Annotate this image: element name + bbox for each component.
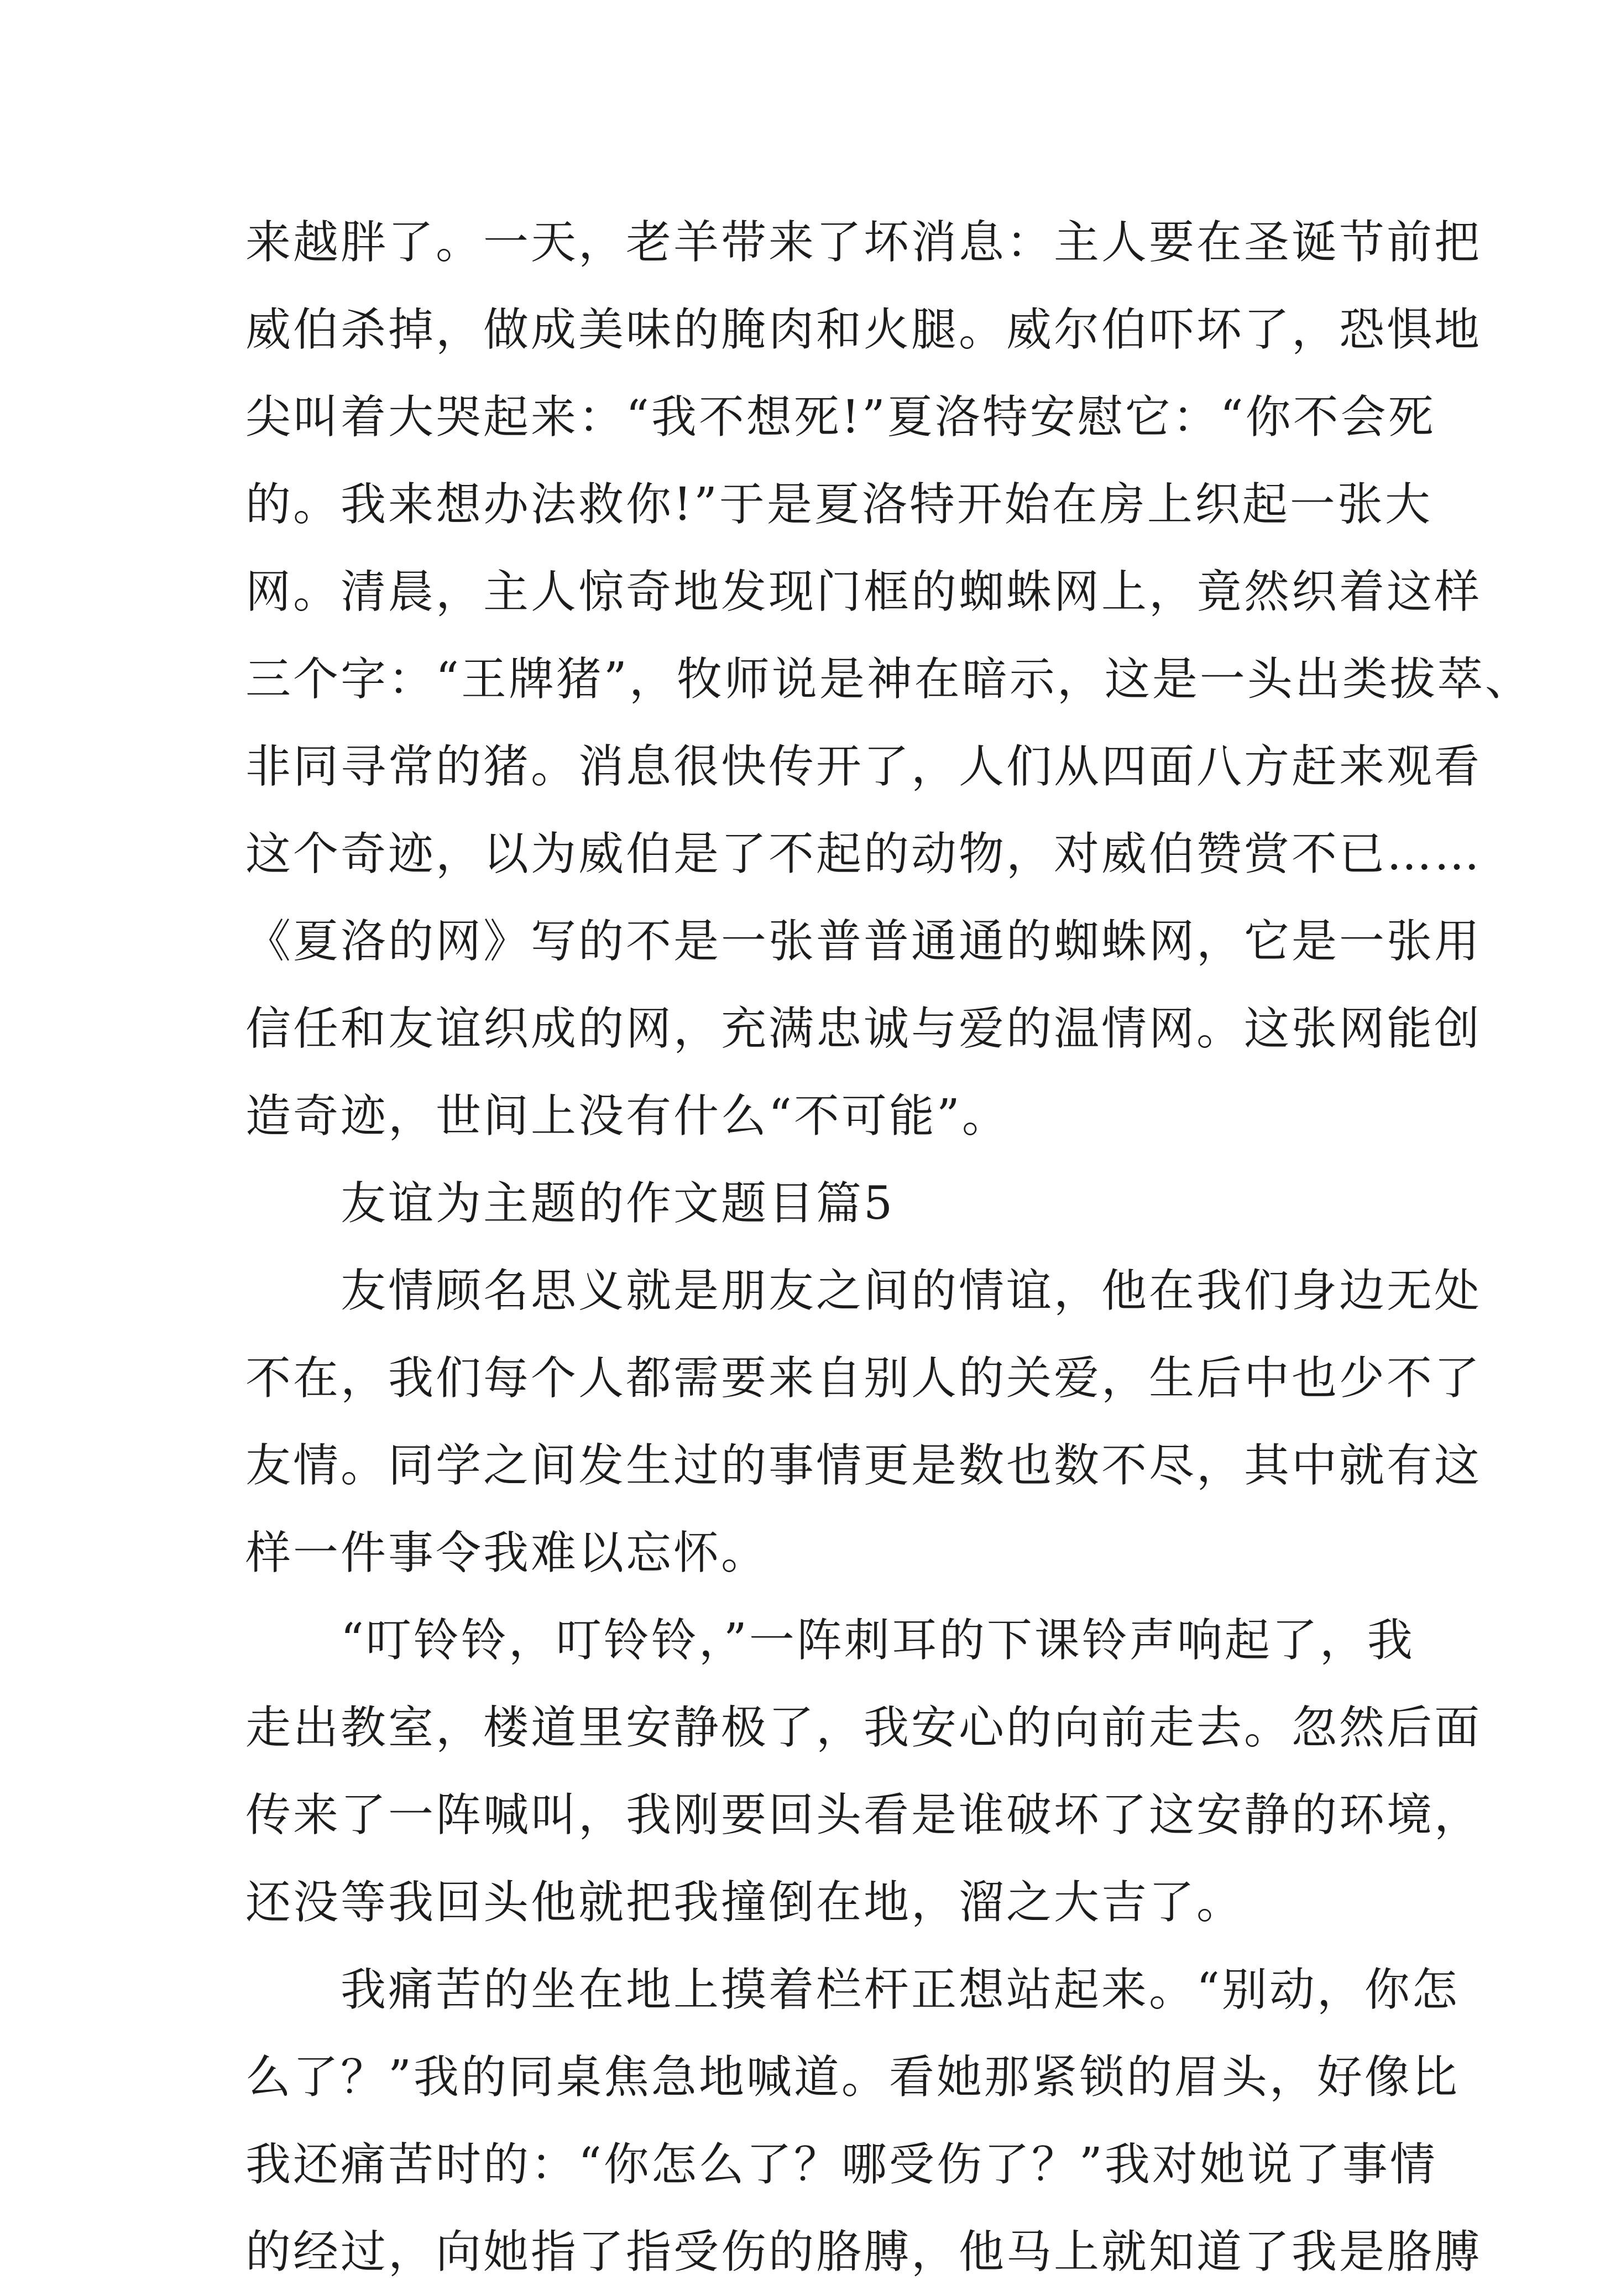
text-line: 三个字：“王牌猪”，牧师说是神在暗示，这是一头出类拔萃、 [245,653,1533,706]
text-line: 尖叫着大哭起来：“我不想死!”夏洛特安慰它：“你不会死 [245,391,1436,443]
text-line: “叮铃铃，叮铃铃，”一阵刺耳的下课铃声响起了，我 [245,1614,1415,1667]
text-line: 样一件事令我难以忘怀。 [245,1527,769,1579]
section-heading: 友谊为主题的作文题目篇5 [245,1177,895,1230]
text-line: 我还痛苦时的：“你怎么了？哪受伤了？”我对她说了事情 [245,2138,1437,2191]
text-line: 我痛苦的坐在地上摸着栏杆正想站起来。“别动，你怎 [245,1964,1460,2016]
text-line: 么了？”我的同桌焦急地喊道。看她那紧锁的眉头，好像比 [245,2051,1460,2104]
text-line: 威伯杀掉，做成美味的腌肉和火腿。威尔伯吓坏了，恐惧地 [245,304,1482,356]
text-line: 传来了一阵喊叫，我刚要回头看是谁破坏了这安静的环境， [245,1789,1482,1841]
text-line: 这个奇迹，以为威伯是了不起的动物，对威伯赞赏不已…… [245,828,1482,880]
text-line: 非同寻常的猪。消息很快传开了，人们从四面八方赶来观看 [245,740,1482,793]
text-line: 网。清晨，主人惊奇地发现门框的蜘蛛网上，竟然织着这样 [245,566,1482,618]
text-line: 不在，我们每个人都需要来自别人的关爱，生后中也少不了 [245,1352,1482,1405]
text-line: 友情顾名思义就是朋友之间的情谊，他在我们身边无处 [245,1265,1482,1317]
text-line: 来越胖了。一天，老羊带来了坏消息：主人要在圣诞节前把 [245,216,1482,269]
text-line: 信任和友谊织成的网，充满忠诚与爱的温情网。这张网能创 [245,1003,1482,1055]
text-line: 走出教室，楼道里安静极了，我安心的向前走去。忽然后面 [245,1702,1482,1754]
text-line: 友情。同学之间发生过的事情更是数也数不尽，其中就有这 [245,1439,1482,1492]
text-line: 造奇迹，世间上没有什么“不可能”。 [245,1090,1010,1142]
text-line: 《夏洛的网》写的不是一张普普通通的蜘蛛网，它是一张用 [245,915,1482,968]
text-line: 的。我来想办法救你!”于是夏洛特开始在房上织起一张大 [245,478,1432,531]
text-line: 还没等我回头他就把我撞倒在地，溜之大吉了。 [245,1876,1245,1929]
text-line: 的经过，向她指了指受伤的胳膊，他马上就知道了我是胳膊 [245,2226,1482,2278]
document-body [245,199,1533,2296]
